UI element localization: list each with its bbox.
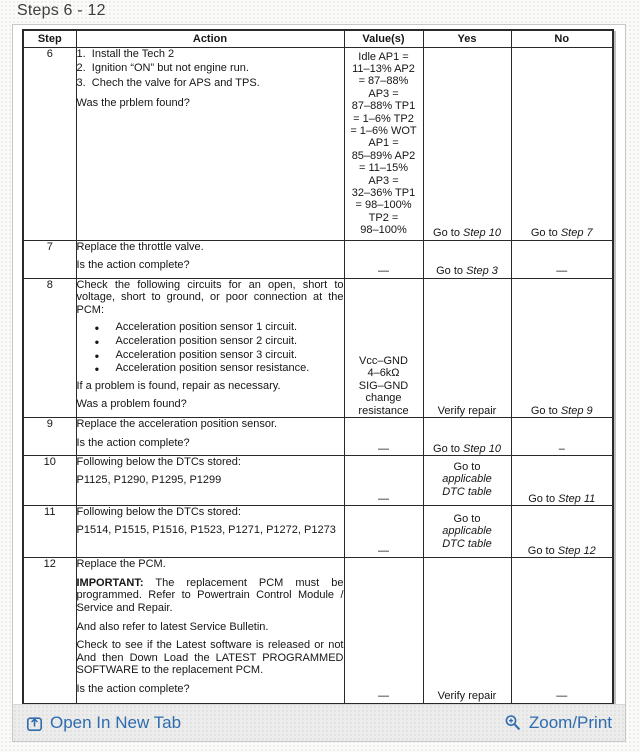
no-cell: — [511,558,613,704]
step-number: 11 [23,506,76,558]
bullet-item: ● Acceleration position sensor 2 circuit. [90,335,344,348]
action-cell [76,456,344,506]
yes-cell: Go to applicable DTC table [423,456,511,506]
table-row [23,240,613,278]
column-header-step: Step [23,30,76,47]
column-header-values: Value(s) [344,30,423,47]
no-cell: Go to Step 11 [511,456,613,506]
step-number: 7 [23,240,76,278]
scanned-document [13,25,625,704]
values-cell: — [344,456,423,506]
document-viewer-panel [12,24,626,742]
open-in-new-tab-link[interactable] [26,713,181,733]
action-paragraph: Check the following circuits for an open, short to voltage, short to ground, or poor connection at the PCM: [76,278,344,316]
bullet-item: ● Acceleration position sensor 3 circuit. [90,349,344,362]
yes-cell: Go to Step 10 [423,418,511,456]
action-cell [76,278,344,417]
action-paragraph: Was the prblem found? [76,97,190,110]
action-paragraph: Is the action complete? [76,682,190,695]
action-paragraph: Is the action complete? [76,436,190,449]
no-cell: Go to Step 12 [511,506,613,558]
values-cell: — [344,418,423,456]
column-header-yes: Yes [423,30,511,47]
column-header-no: No [511,30,613,47]
diagnostic-steps-table [22,29,614,705]
table-row [23,278,613,417]
action-cell [76,418,344,456]
zoom-print-link[interactable] [504,713,612,733]
column-header-action: Action [76,30,344,47]
step-number: 9 [23,418,76,456]
table-row [23,47,613,240]
action-cell [76,558,344,704]
page-title: Steps 6 - 12 [17,2,106,19]
action-paragraph: 3. Chech the valve for APS and TPS. [76,76,260,89]
yes-cell: Verify repair [423,278,511,417]
action-paragraph: IMPORTANT: The replacement PCM must be programmed. Refer to Powertrain Control Module / Service and Repair. [76,576,344,614]
action-paragraph: Following below the DTCs stored: [76,456,241,469]
action-paragraph: Replace the PCM. [76,558,166,571]
step-number: 12 [23,558,76,704]
zoom-magnifier-icon [504,714,522,732]
action-paragraph: Is the action complete? [76,259,190,272]
values-cell: — [344,506,423,558]
table-row [23,558,613,704]
action-paragraph: Replace the throttle valve. [76,240,204,253]
bullet-icon: ● [94,351,100,361]
open-in-new-tab-icon [26,715,43,732]
table-header-row [23,30,613,47]
zoom-print-label: Zoom/Print [528,713,612,732]
table-row [23,456,613,506]
action-cell [76,506,344,558]
bullet-item: ● Acceleration position sensor 1 circuit. [90,321,344,334]
step-number: 8 [23,278,76,417]
action-paragraph: 2. Ignition “ON” but not engine run. [76,62,249,75]
action-paragraph: Following below the DTCs stored: [76,506,241,519]
values-cell: — [344,240,423,278]
no-cell: — [511,240,613,278]
yes-cell: Go to Step 10 [423,47,511,240]
table-row [23,506,613,558]
yes-cell: Verify repair [423,558,511,704]
values-cell: Vcc–GND 4–6kΩ SIG–GND change resistance [344,278,423,417]
open-in-new-tab-label: Open In New Tab [50,713,182,732]
yes-cell: Go to Step 3 [423,240,511,278]
values-cell: Idle AP1 = 11–13% AP2 = 87–88% AP3 = 87–88% TP1 = 1–6% TP2 = 1–6% WOT AP1 = 85–89% AP2 = 11–15% AP3 = 32–36% TP1 = 98–100% TP2 = 98–100% [344,47,423,240]
bullet-icon: ● [94,337,100,347]
viewer-toolbar [13,704,625,741]
no-cell: Go to Step 9 [511,278,613,417]
bullet-icon: ● [94,323,100,333]
no-cell: Go to Step 7 [511,47,613,240]
action-paragraph: Was a problem found? [76,398,187,411]
action-paragraph: And also refer to latest Service Bulletin. [76,620,269,633]
action-paragraph: P1514, P1515, P1516, P1523, P1271, P1272, P1273 [76,523,336,536]
values-cell: — [344,558,423,704]
action-cell [76,240,344,278]
action-paragraph: Check to see if the Latest software is released or not And then Down Load the LATEST PROGRAMMED SOFTWARE to the replacement PCM. [76,639,344,677]
action-paragraph: Replace the acceleration position sensor. [76,418,278,431]
action-paragraph: P1125, P1290, P1295, P1299 [76,473,222,486]
step-number: 6 [23,47,76,240]
bullet-item: ● Acceleration position sensor resistance. [90,362,344,375]
action-paragraph: 1. Install the Tech 2 [76,47,175,60]
no-cell: – [511,418,613,456]
yes-cell: Go to applicable DTC table [423,506,511,558]
action-cell [76,47,344,240]
action-paragraph: If a problem is found, repair as necessary. [76,379,281,392]
table-row [23,418,613,456]
bullet-icon: ● [94,364,100,374]
step-number: 10 [23,456,76,506]
